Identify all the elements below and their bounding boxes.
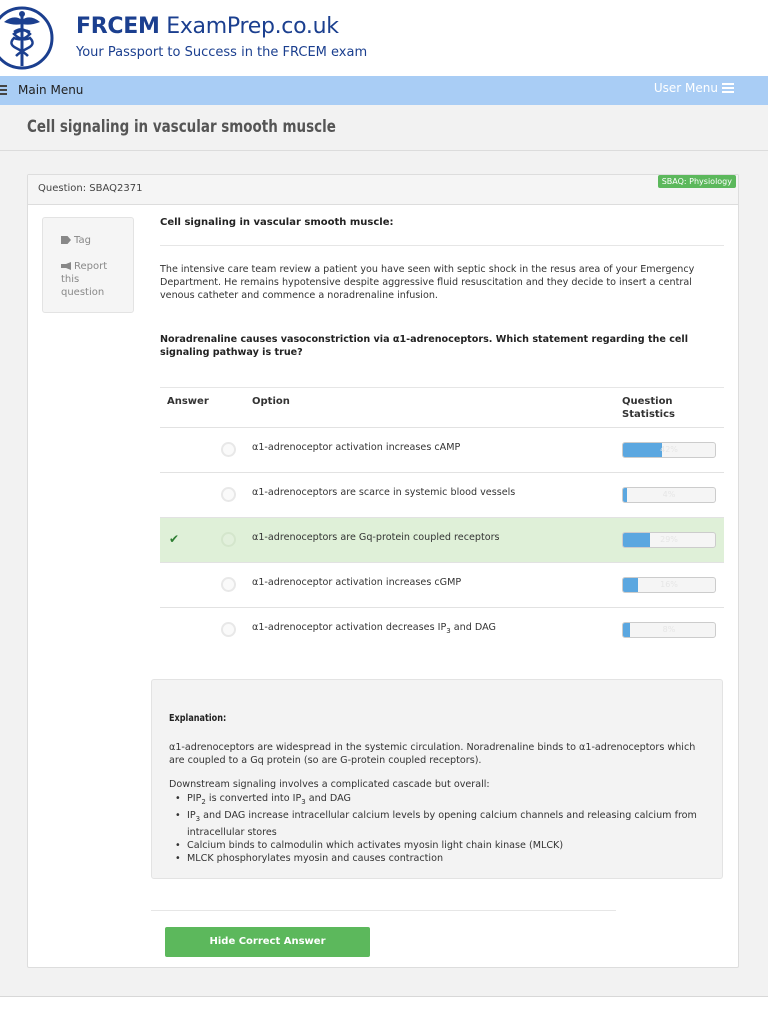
caduceus-icon[interactable] <box>0 4 66 72</box>
statistics-bar <box>622 622 716 638</box>
main-menu-label: Main Menu <box>18 83 84 97</box>
option-row[interactable] <box>160 427 724 472</box>
list-text: IP <box>187 809 196 821</box>
statistics-bar <box>622 487 716 503</box>
site-tagline: Your Passport to Success in the FRCEM exam <box>76 45 368 60</box>
statistics-label: 8% <box>662 625 676 634</box>
header-option: Option <box>252 396 290 407</box>
list-text: and DAG increase intracellular calcium levels by opening calcium channels and releasing calcium from intracellular stores <box>187 809 697 838</box>
option-text-part: and DAG <box>450 622 496 633</box>
option-text: α1-adrenoceptor activation increases cGMP <box>252 577 462 588</box>
main-menu-button[interactable] <box>0 83 83 97</box>
question-id: Question: SBAQ2371 <box>38 183 143 194</box>
list-item: • Calcium binds to calmodulin which activates myosin light chain kinase (MLCK) <box>187 839 707 852</box>
site-title-rest: ExamPrep.co.uk <box>159 14 339 39</box>
list-subscript: 3 <box>301 797 306 806</box>
option-radio[interactable] <box>221 622 236 637</box>
bullhorn-icon <box>61 262 71 270</box>
header-answer: Answer <box>167 396 209 407</box>
question-stem: Noradrenaline causes vasoconstriction via α1-adrenoceptors. Which statement regarding the cell signaling pathway is true? <box>160 334 689 358</box>
option-text <box>252 622 496 635</box>
option-row[interactable] <box>160 562 724 607</box>
tag-label: Tag <box>74 235 91 246</box>
explanation-list <box>187 792 707 865</box>
statistics-label: 29% <box>660 535 678 544</box>
option-radio[interactable] <box>221 487 236 502</box>
site-title-bold: FRCEM <box>76 14 160 39</box>
option-radio[interactable] <box>221 532 236 547</box>
option-text-part: α1-adrenoceptor activation decreases IP <box>252 622 447 633</box>
statistics-label: 4% <box>662 490 676 499</box>
page-title-bar <box>0 105 768 151</box>
correct-check-icon: ✔ <box>169 532 180 546</box>
statistics-bar <box>622 442 716 458</box>
option-row[interactable] <box>160 607 724 652</box>
statistics-label: 42% <box>660 445 678 454</box>
hide-correct-answer-button[interactable]: Hide Correct Answer <box>165 927 370 957</box>
list-subscript: 3 <box>195 814 201 823</box>
list-text: PIP <box>187 793 202 804</box>
menu-bars-icon <box>722 81 734 95</box>
navbar <box>0 76 768 105</box>
menu-bars-icon <box>0 83 10 97</box>
question-sidebar <box>42 217 134 313</box>
option-row[interactable] <box>160 472 724 517</box>
footer-divider <box>0 996 768 997</box>
option-text: α1-adrenoceptors are Gq-protein coupled receptors <box>252 532 500 543</box>
explanation-paragraph: α1-adrenoceptors are widespread in the systemic circulation. Noradrenaline binds to α1-adrenoceptors which are coupled to a Gq protein (so are G-protein coupled receptors). <box>169 742 696 766</box>
statistics-label: 16% <box>660 580 678 589</box>
list-subscript: 2 <box>201 797 206 806</box>
question-panel <box>27 174 739 968</box>
question-lead: Cell signaling in vascular smooth muscle: <box>160 217 394 228</box>
statistics-bar <box>622 577 716 593</box>
list-item <box>187 809 707 839</box>
statistics-bar <box>622 532 716 548</box>
user-menu-label: User Menu <box>653 81 718 95</box>
option-text-subscript: 3 <box>446 626 451 635</box>
page-title: Cell signaling in vascular smooth muscle <box>27 117 336 137</box>
explanation-title: Explanation: <box>169 713 227 724</box>
question-panel-header <box>28 175 738 205</box>
explanation-box <box>151 679 723 879</box>
divider <box>160 245 724 246</box>
question-scenario: The intensive care team review a patient you have seen with septic shock in the resus area of your Emergency Department. He remains hypotensive despite aggressive fluid resuscitation and they decide to insert a central venous catheter and commence a noradrenaline infusion. <box>160 264 695 301</box>
tag-icon <box>61 236 71 244</box>
option-text: α1-adrenoceptors are scarce in systemic blood vessels <box>252 487 516 498</box>
option-row-correct[interactable] <box>160 517 724 562</box>
site-header <box>0 0 768 76</box>
list-item: • MLCK phosphorylates myosin and causes contraction <box>187 852 707 865</box>
option-radio[interactable] <box>221 577 236 592</box>
user-menu-button[interactable] <box>654 81 734 95</box>
option-radio[interactable] <box>221 442 236 457</box>
divider <box>160 387 724 388</box>
option-text: α1-adrenoceptor activation increases cAMP <box>252 442 461 453</box>
report-question-link[interactable] <box>61 260 121 299</box>
list-item <box>187 792 707 809</box>
site-title[interactable] <box>76 14 339 39</box>
divider <box>151 910 616 911</box>
tag-link[interactable] <box>61 234 91 247</box>
category-badge: SBAQ: Physiology <box>658 175 736 188</box>
list-text: is converted into IP <box>205 793 302 804</box>
list-text: and DAG <box>305 793 351 804</box>
explanation-paragraph: Downstream signaling involves a complicated cascade but overall: <box>169 779 490 790</box>
header-statistics: Question Statistics <box>622 396 675 420</box>
report-label: Report this question <box>61 261 108 298</box>
